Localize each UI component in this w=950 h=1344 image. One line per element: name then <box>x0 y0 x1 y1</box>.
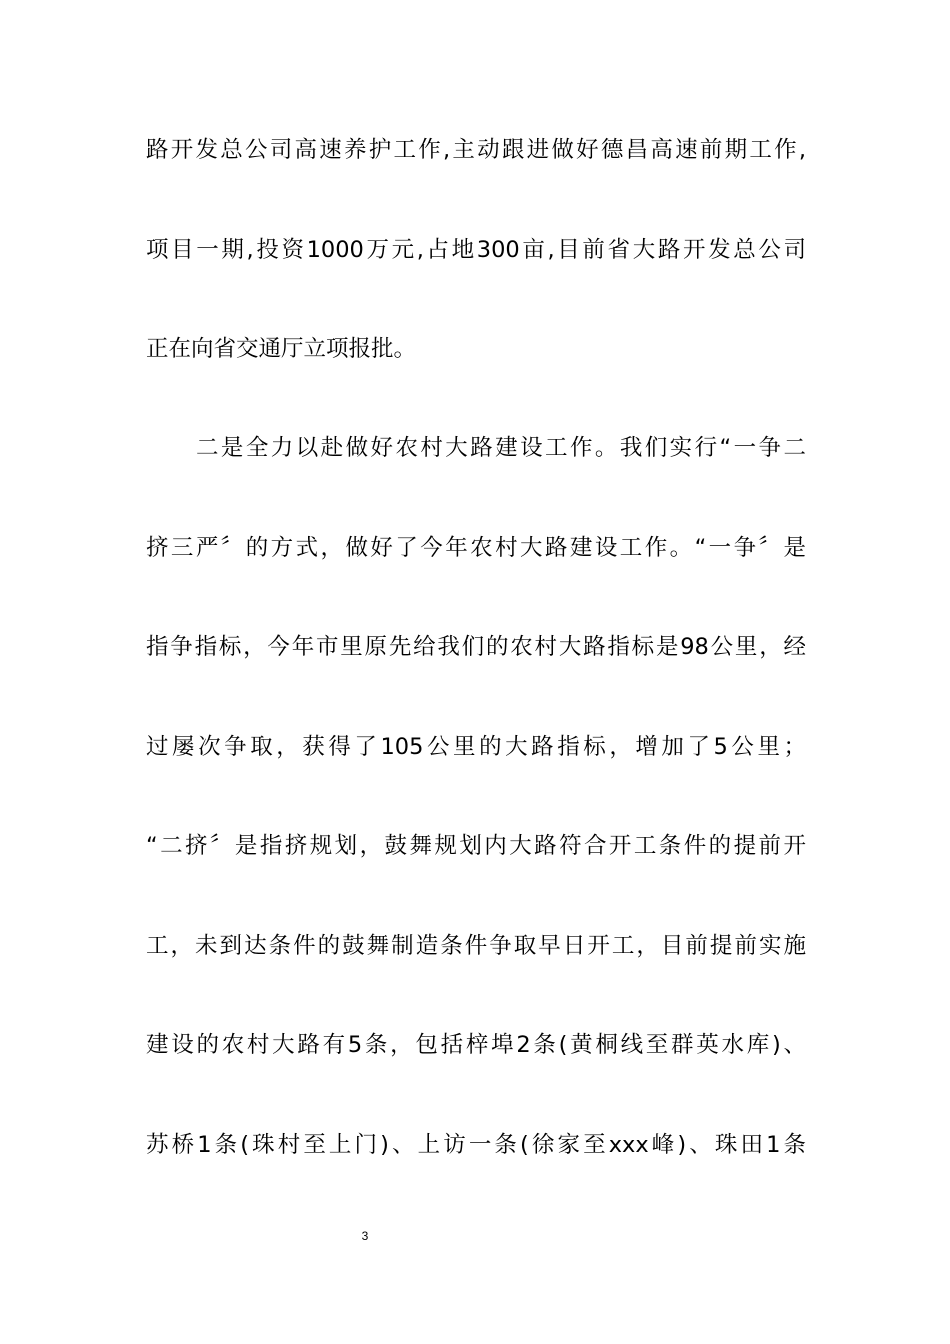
text-line: “二挤〞是指挤规划，鼓舞规划内大路符合开工条件的提前开 <box>146 833 806 859</box>
page-number: 3 <box>361 1229 369 1243</box>
text-line: 指争指标，今年市里原先给我们的农村大路指标是98公里，经 <box>146 634 806 660</box>
text-line: 正在向省交通厅立项报批。 <box>146 336 417 362</box>
text-line: 项目一期,投资1000万元,占地300亩,目前省大路开发总公司 <box>146 237 806 263</box>
text-line: 工，未到达条件的鼓舞制造条件争取早日开工，目前提前实施 <box>146 933 806 959</box>
text-line: 苏桥1条(珠村至上门)、上访一条(徐家至xxx峰)、珠田1条 <box>146 1132 806 1158</box>
text-line: 建设的农村大路有5条，包括梓埠2条(黄桐线至群英水库)、 <box>146 1032 806 1058</box>
text-line: 过屡次争取，获得了105公里的大路指标，增加了5公里； <box>146 734 806 760</box>
text-line: 二是全力以赴做好农村大路建设工作。我们实行“一争二 <box>196 435 806 461</box>
text-line: 挤三严〞的方式，做好了今年农村大路建设工作。“一争〞是 <box>146 535 806 561</box>
text-line: 路开发总公司高速养护工作,主动跟进做好德昌高速前期工作, <box>146 137 806 163</box>
